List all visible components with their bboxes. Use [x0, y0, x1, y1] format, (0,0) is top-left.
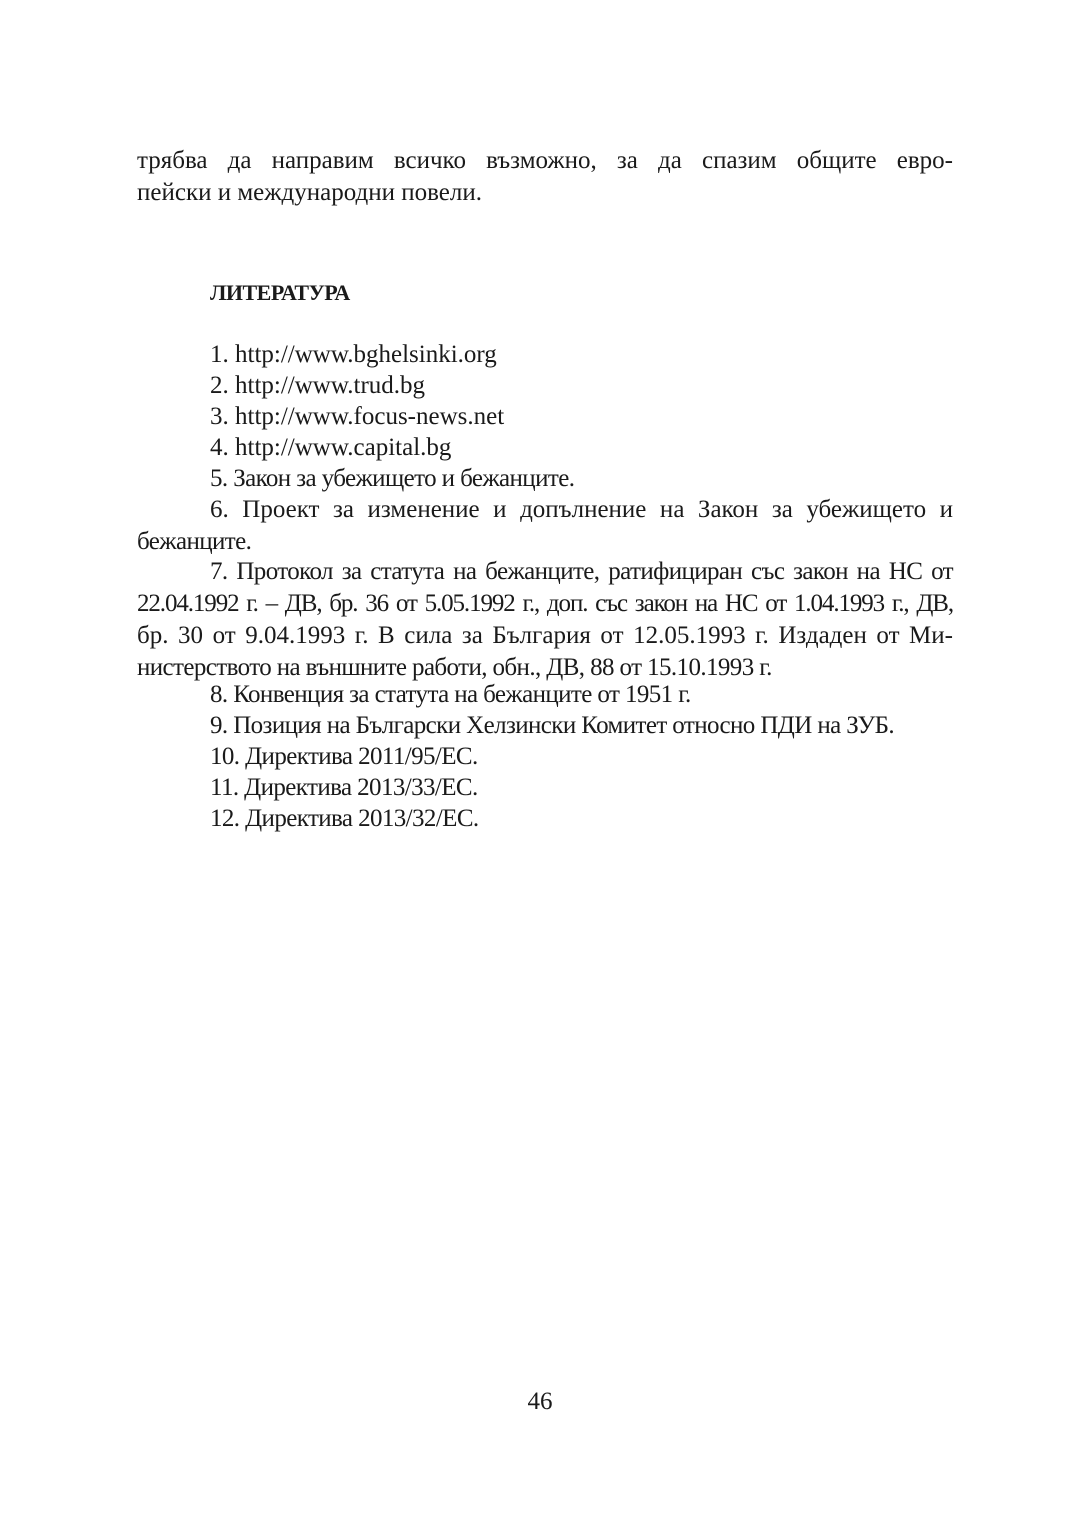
- reference-7-line-1: 7. Протокол за статута на бежанците, ратифициран със закон на НС от: [210, 558, 953, 585]
- reference-7-line-4: нистерството на външните работи, обн., ДВ, 88 от 15.10.1993 г.: [137, 654, 772, 681]
- reference-item-2: 2. http://www.trud.bg: [210, 372, 426, 399]
- reference-item-8: 8. Конвенция за статута на бежанците от 1951 г.: [210, 681, 691, 708]
- reference-item-4: 4. http://www.capital.bg: [210, 434, 452, 461]
- reference-item-1: 1. http://www.bghelsinki.org: [210, 341, 497, 368]
- reference-item-12: 12. Директива 2013/32/ЕС.: [210, 805, 479, 832]
- reference-6-line-2: бежанците.: [137, 528, 252, 555]
- reference-item-6: [137, 494, 953, 558]
- reference-item-9: 9. Позиция на Български Хелзински Комитет относно ПДИ на ЗУБ.: [210, 712, 895, 739]
- page-number: 46: [527, 1388, 553, 1415]
- intro-paragraph: [137, 145, 953, 209]
- reference-item-3: 3. http://www.focus-news.net: [210, 403, 505, 430]
- reference-item-5: 5. Закон за убежището и бежанците.: [210, 465, 575, 492]
- reference-7-line-3: бр. 30 от 9.04.1993 г. В сила за България от 12.05.1993 г. Издаден от Ми-: [137, 622, 953, 649]
- references-heading: ЛИТЕРАТУРА: [210, 280, 350, 305]
- intro-line-2: пейски и международни повели.: [137, 179, 482, 206]
- reference-item-10: 10. Директива 2011/95/ЕС.: [210, 743, 478, 770]
- intro-line-1: трябва да направим всичко възможно, за да спазим общите евро-: [137, 147, 953, 174]
- reference-item-11: 11. Директива 2013/33/ЕС.: [210, 774, 478, 801]
- reference-7-line-2: 22.04.1992 г. – ДВ, бр. 36 от 5.05.1992 г., доп. със закон на НС от 1.04.1993 г., ДВ,: [137, 590, 953, 617]
- reference-6-line-1: 6. Проект за изменение и допълнение на Закон за убежището и: [210, 496, 953, 523]
- reference-item-7: [137, 556, 953, 684]
